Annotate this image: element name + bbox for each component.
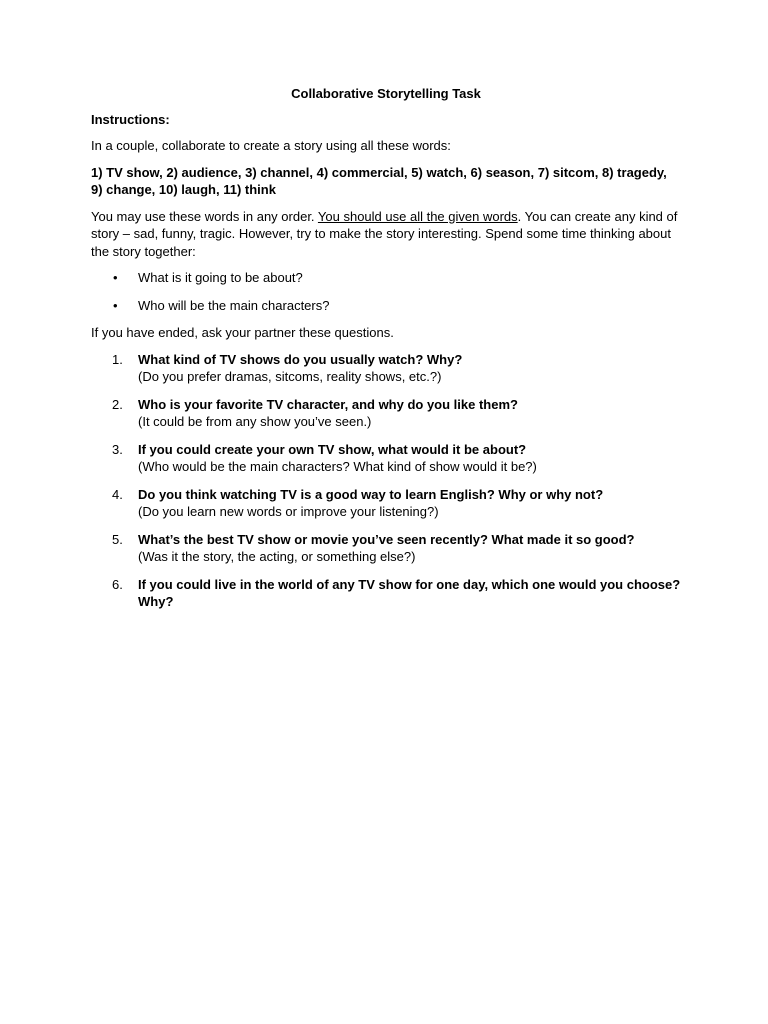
instructions-text-start: You may use these words in any order. [91,208,318,224]
instructions-underlined-text: You should use all the given words [317,208,518,224]
question-text: If you could create your own TV show, what would it be about? [138,441,527,457]
word-list-line-2: 9) change, 10) laugh, 11) think [91,182,276,197]
intro-paragraph: In a couple, collaborate to create a story using all these words: [91,138,451,153]
bullet-marker: • [113,297,118,313]
question-item [91,531,681,566]
question-hint: (Who would be the main characters? What kind of show would it be?) [138,459,537,474]
question-text: Do you think watching TV is a good way to learn English? Why or why not? [138,486,604,502]
question-text: Who is your favorite TV character, and why do you like them? [138,396,518,412]
question-list [91,351,681,611]
question-number: 1. [112,351,123,367]
instructions-text-end: . You can create any kind of story – sad, funny, tragic. However, try to make the story interesting. Spend some time thinking about the story together: [91,208,678,259]
question-number: 4. [112,486,123,502]
question-number: 5. [112,531,123,547]
bullet-list [91,269,681,314]
question-item [91,441,681,476]
question-text: If you could live in the world of any TV show for one day, which one would you choose? Why? [138,576,681,609]
question-hint: (Do you prefer dramas, sitcoms, reality shows, etc.?) [138,369,442,384]
document-title: Collaborative Storytelling Task [291,86,481,101]
question-item [91,351,681,386]
word-list [91,164,681,199]
bullet-marker: • [113,270,118,285]
question-item [91,396,681,431]
bullet-text: Who will be the main characters? [138,297,330,313]
document-page [91,85,681,621]
question-number: 3. [112,441,123,457]
question-number: 2. [112,396,123,412]
question-hint: (Do you learn new words or improve your listening?) [138,504,439,519]
question-number: 6. [112,576,123,592]
question-item [91,576,681,611]
question-text: What kind of TV shows do you usually watch? Why? [138,351,463,367]
instructions-paragraph [91,208,681,261]
word-list-line-1: 1) TV show, 2) audience, 3) channel, 4) commercial, 5) watch, 6) season, 7) sitcom, 8) tragedy, [91,164,667,180]
question-text: What’s the best TV show or movie you’ve seen recently? What made it so good? [138,531,635,547]
bullet-text: What is it going to be about? [138,270,303,285]
question-hint: (It could be from any show you’ve seen.) [138,414,372,429]
partner-intro: If you have ended, ask your partner these questions. [91,325,394,340]
bullet-item [91,297,681,315]
instructions-heading: Instructions: [91,111,170,127]
question-item [91,486,681,521]
question-hint: (Was it the story, the acting, or something else?) [138,549,416,564]
bullet-item [91,269,681,287]
